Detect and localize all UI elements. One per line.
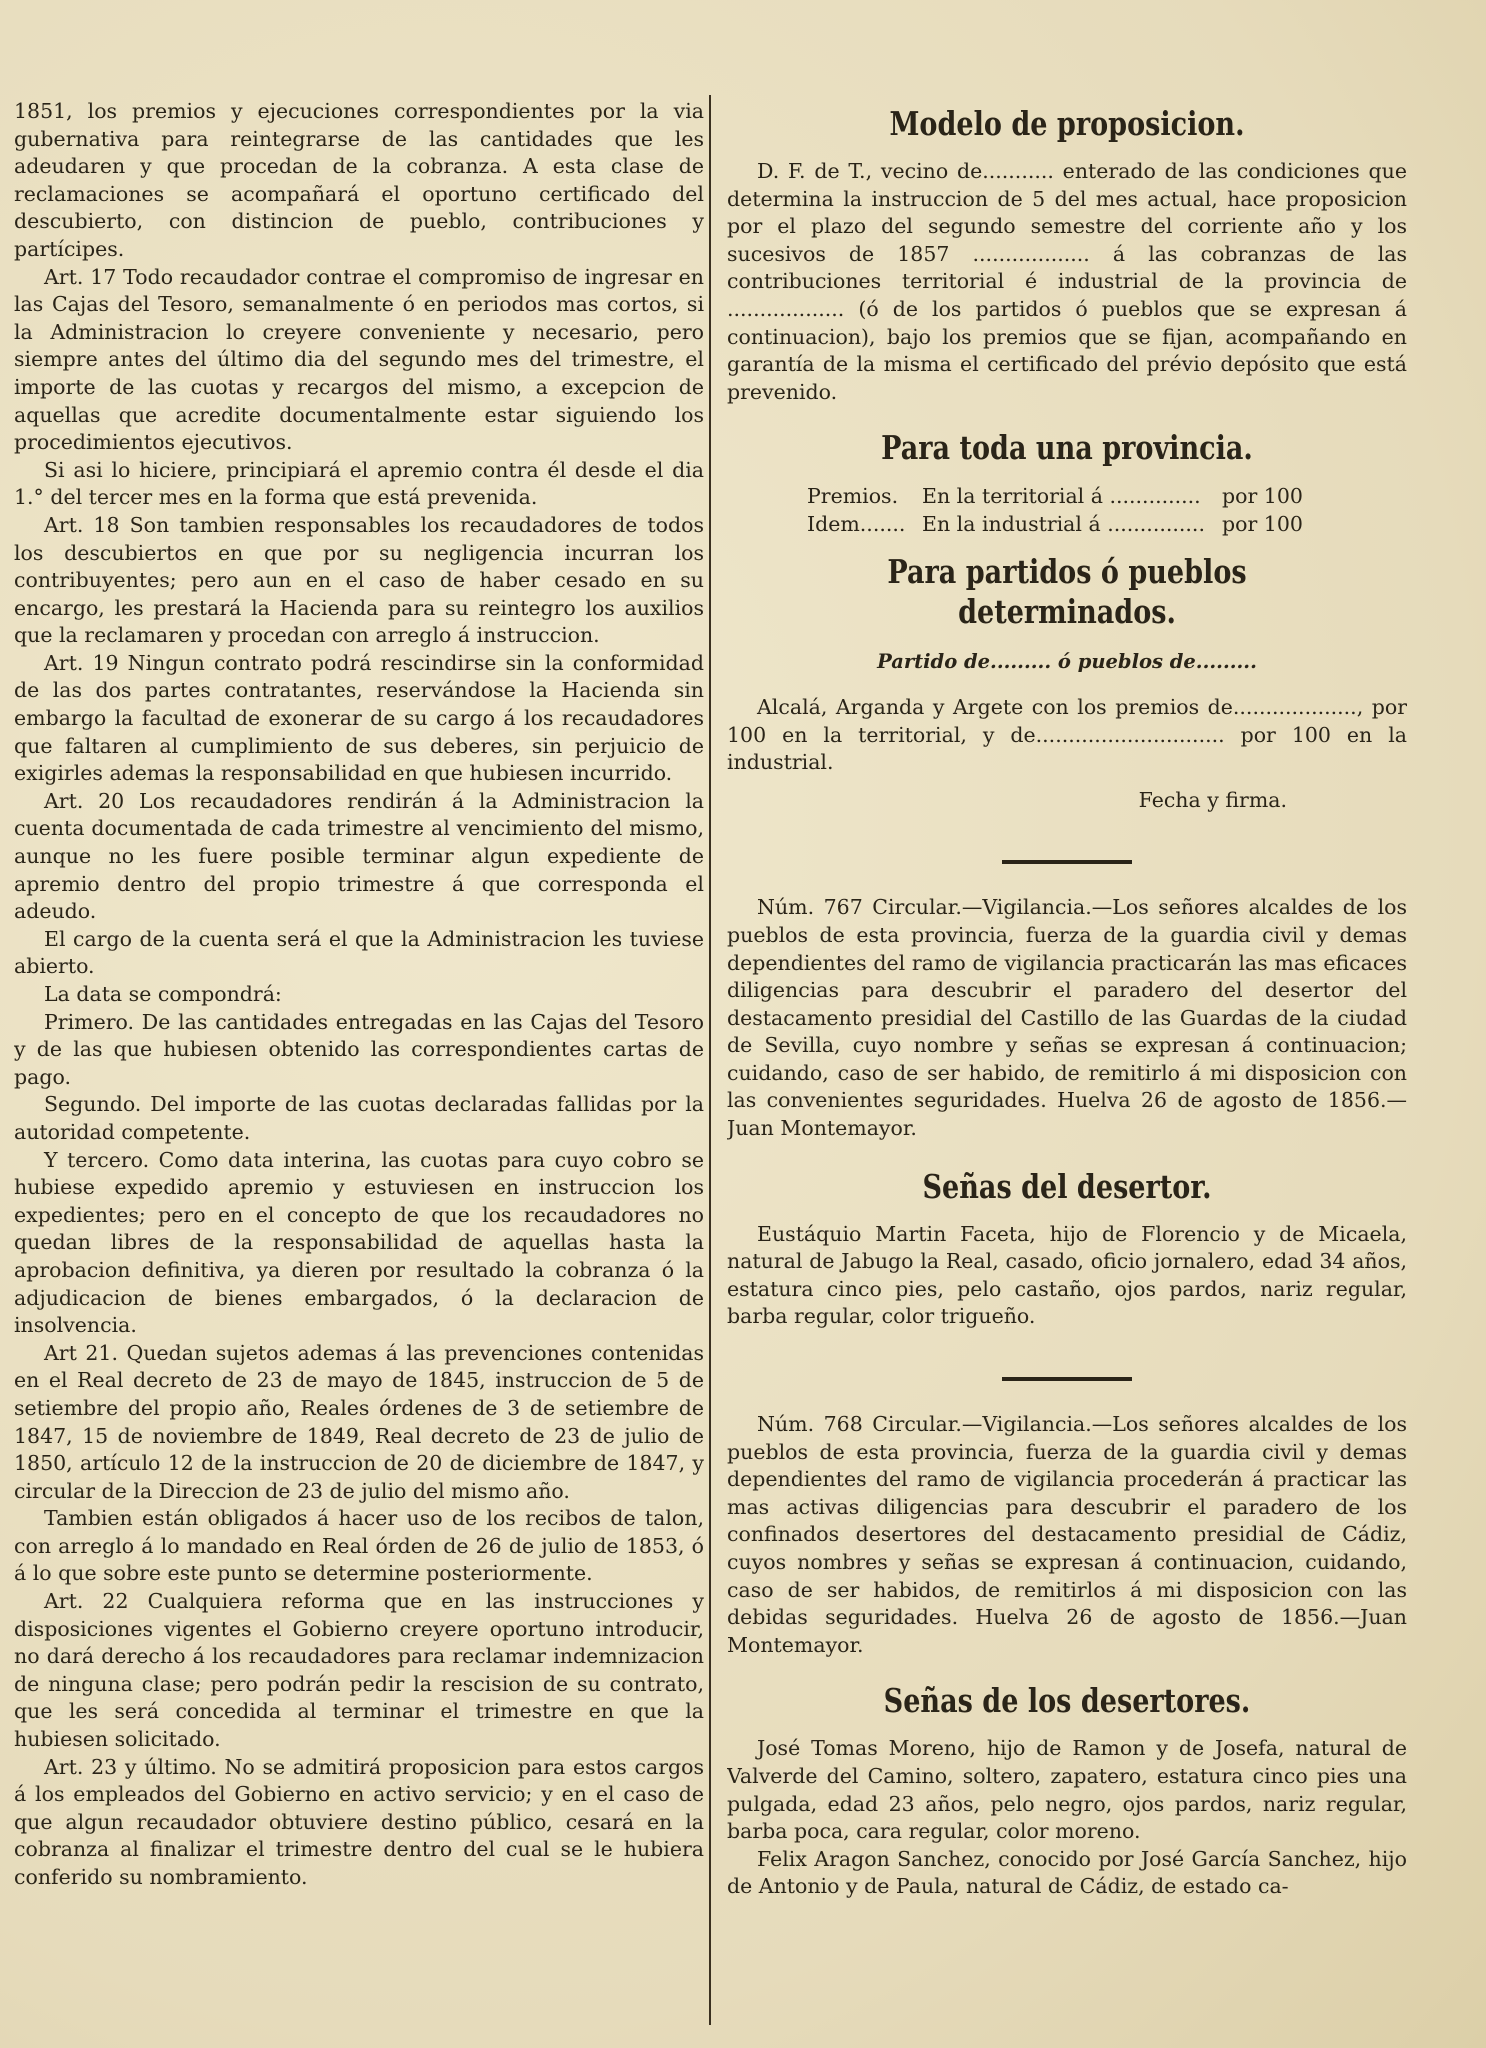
article-21-talon: Tambien están obligados á hacer uso de los recibos de talon, con arreglo á lo mandado en Real órden de 26 de julio de 1853, ó á lo que sobre este punto se determine posteriormente.	[14, 1506, 704, 1586]
article-20-cargo: El cargo de la cuenta será el que la Administracion les tuviese abierto.	[14, 926, 704, 979]
heading-senas-desertores: Señas de los desertores.	[883, 1681, 1251, 1721]
article-20-primero: Primero. De las cantidades entregadas en las Cajas del Tesoro y de las que hubiesen obtenido las correspondientes cartas de pago.	[14, 1009, 704, 1089]
fee-row	[727, 482, 1407, 510]
circular-768: Núm. 768 Circular.—Vigilancia.—Los señores alcaldes de los pueblos de esta provincia, fuerza de la guardia civil y demas dependientes del ramo de vigilancia procederán á practicar las mas activas diligencias para descubrir el paradero de los confinados desertores del destacamento presidial de Cádiz, cuyos nombres y señas se expresan á continuacion, cuidando, caso de ser habidos, de remitirlos á mi disposicion con las debidas seguridades. Huelva 26 de agosto de 1856.—Juan Montemayor.	[727, 1412, 1407, 1657]
fee-desc: En la industrial á ...............	[922, 512, 1205, 537]
right-column	[727, 98, 1407, 2018]
partido-text: Alcalá, Arganda y Argete con los premios de..................., por 100 en la territorial, y de............................. por 100 en la industrial.	[727, 694, 1407, 775]
fee-label: Premios.	[807, 484, 899, 509]
column-divider	[709, 95, 711, 2025]
senas-desertor-text: Eustáquio Martin Faceta, hijo de Florencio y de Micaela, natural de Jabugo la Real, casado, oficio jornalero, edad 34 años, estatura cinco pies, pelo castaño, ojos pardos, nariz regular, barba regular, color trigueño.	[727, 1221, 1407, 1329]
fee-row	[727, 510, 1407, 538]
article-23: Art. 23 y último. No se admitirá proposicion para estos cargos á los empleados del Gobierno en activo servicio; y en el caso de que algun recaudador obtuviere destino público, cesará en la cobranza al finalizar el trimestre dentro del cual se le hubiera conferido su nombramiento.	[14, 1754, 704, 1889]
article-20-segundo: Segundo. Del importe de las cuotas declaradas fallidas por la autoridad competente.	[14, 1092, 704, 1144]
article-20-data: La data se compondrá:	[44, 982, 282, 1006]
article-21: Art 21. Quedan sujetos ademas á las prevenciones contenidas en el Real decreto de 23 de mayo de 1845, instruccion de 5 de setiembre del propio año, Reales órdenes de 3 de setiembre de 1847, 15 de noviembre de 1849, Real decreto de 23 de julio de 1850, artículo 12 de la instruccion de 20 de diciembre de 1847, y circular de la Direccion de 23 de julio del mismo año.	[14, 1340, 704, 1503]
heading-partidos-pueblos: Para partidos ó pueblos determinados.	[887, 552, 1247, 632]
fee-unit: por 100	[1222, 484, 1303, 509]
left-column	[14, 98, 704, 2018]
partido-line: Partido de......... ó pueblos de.........	[877, 650, 1257, 674]
fee-label: Idem.......	[807, 512, 906, 537]
article-17-continuation: Si asi lo hiciere, principiará el apremio contra él desde el dia 1.° del tercer mes en la forma que está prevenida.	[14, 457, 704, 510]
fee-unit: por 100	[1222, 512, 1303, 537]
heading-modelo-proposicion: Modelo de proposicion.	[889, 104, 1245, 143]
heading-senas-desertor: Señas del desertor.	[922, 1166, 1212, 1206]
fecha-firma: Fecha y firma.	[1138, 787, 1287, 812]
separator-rule	[1002, 860, 1132, 864]
circular-767: Núm. 767 Circular.—Vigilancia.—Los señores alcaldes de los pueblos de esta provincia, fuerza de la guardia civil y demas dependientes del ramo de vigilancia practicarán las mas eficaces diligencias para descubrir el paradero del desertor del destacamento presidial del Castillo de las Guardas de la ciudad de Sevilla, cuyo nombre y señas se expresan á continuacion; cuidando, caso de ser habido, de remitirlo á mi disposicion con las convenientes seguridades. Huelva 26 de agosto de 1856.—Juan Montemayor.	[727, 895, 1407, 1141]
desertor-2: Felix Aragon Sanchez, conocido por José García Sanchez, hijo de Antonio y de Paula, natural de Cádiz, de estado ca-	[727, 1846, 1407, 1899]
article-20-tercero: Y tercero. Como data interina, las cuotas para cuyo cobro se hubiese expedido apremio y estuviesen en instruccion los expedientes; pero en el concepto de que los recaudadores no quedan libres de la responsabilidad de aquellas hasta la aprobacion definitiva, ya dieren por resultado la cobranza ó la adjudicacion de bienes embargados, ó la declaracion de insolvencia.	[14, 1147, 704, 1338]
article-17: Art. 17 Todo recaudador contrae el compromiso de ingresar en las Cajas del Tesoro, semanalmente ó en periodos mas cortos, si la Administracion lo creyere conveniente y necesario, pero siempre antes del último dia del segundo mes del trimestre, el importe de las cuotas y recargos del mismo, a excepcion de aquellas que acredite documentalmente estar siguiendo los procedimientos ejecutivos.	[14, 264, 704, 455]
article-22: Art. 22 Cualquiera reforma que en las instrucciones y disposiciones vigentes el Gobierno creyere oportuno introducir, no dará derecho á los recaudadores para reclamar indemnizacion de ninguna clase; pero podrán pedir la rescision de su contrato, que les será concedida al terminar el trimestre en que la hubiesen solicitado.	[14, 1589, 704, 1752]
article-20: Art. 20 Los recaudadores rendirán á la Administracion la cuenta documentada de cada trimestre al vencimiento del mismo, aunque no les fuere posible terminar algun expediente de apremio dentro del propio trimestre á que corresponda el adeudo.	[14, 788, 704, 924]
desertor-1: José Tomas Moreno, hijo de Ramon y de Josefa, natural de Valverde del Camino, soltero, zapatero, estatura cinco pies una pulgada, edad 23 años, pelo negro, ojos pardos, nariz regular, barba poca, cara regular, color moreno.	[727, 1736, 1407, 1844]
article-19: Art. 19 Ningun contrato podrá rescindirse sin la conformidad de las dos partes contratantes, reservándose la Hacienda sin embargo la facultad de exonerar de su cargo á los recaudadores que faltaren al cumplimiento de sus deberes, sin perjuicio de exigirles ademas la responsabilidad en que hubiesen incurrido.	[14, 650, 704, 786]
fee-desc: En la territorial á ..............	[922, 484, 1201, 509]
separator-rule	[1002, 1377, 1132, 1381]
heading-toda-provincia: Para toda una provincia.	[881, 428, 1253, 468]
article-18: Art. 18 Son tambien responsables los recaudadores de todos los descubiertos en que por su negligencia incurran los contribuyentes; pero aun en el caso de haber cesado en su encargo, les prestará la Hacienda para su reintegro los auxilios que la reclamaren y procedan con arreglo á instruccion.	[14, 512, 704, 648]
intro-paragraph: 1851, los premios y ejecuciones correspondientes por la via gubernativa para reintegrarse de las cantidades que les adeudaren y que procedan de la cobranza. A esta clase de reclamaciones se acompañará el oportuno certificado del descubierto, con distincion de pueblo, contribuciones y partícipes.	[14, 99, 704, 261]
modelo-text: D. F. de T., vecino de........... enterado de las condiciones que determina la instruccion de 5 del mes actual, hace proposicion por el plazo del segundo semestre del corriente año y los sucesivos de 1857 .................. á las cobranzas de las contribuciones territorial é industrial de la provincia de .................. (ó de los partidos ó pueblos que se expresan á continuacion), bajo los premios que se fijan, acompañando en garantía de la misma el certificado del prévio depósito que está prevenido.	[727, 159, 1407, 404]
